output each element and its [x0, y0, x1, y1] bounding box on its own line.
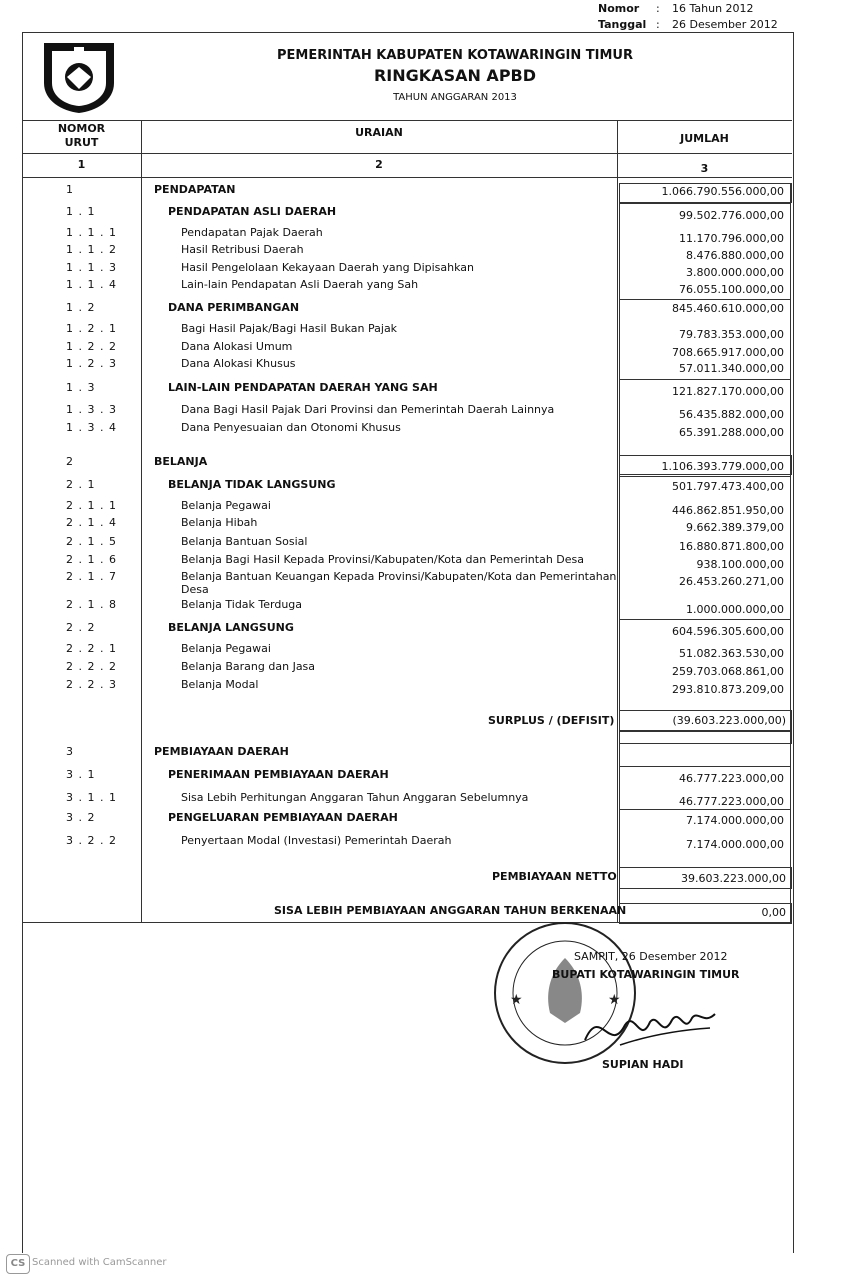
row-number: 2 . 1 . 5 [66, 535, 117, 548]
row-amount: 26.453.260.271,00 [679, 575, 784, 588]
row-amount: 65.391.288.000,00 [679, 426, 784, 439]
row-number: 1 . 3 . 4 [66, 421, 117, 434]
col-jumlah: JUMLAH [680, 132, 729, 145]
line-item-label: Belanja Hibah [181, 516, 258, 529]
subtotal-separator [619, 766, 790, 767]
section-heading: PENGELUARAN PEMBIAYAAN DAERAH [168, 811, 398, 824]
amount-box-pembiayaan [619, 730, 792, 744]
row-amount: 9.662.389.379,00 [686, 521, 784, 534]
row-number: 2 . 2 . 1 [66, 642, 117, 655]
row-amount: 76.055.100.000,00 [679, 283, 784, 296]
meta-block [598, 2, 798, 34]
regency-logo-icon [34, 37, 124, 115]
col-num-2: 2 [375, 158, 383, 171]
row-amount: 938.100.000,00 [696, 558, 784, 571]
row-number: 1 . 1 . 4 [66, 278, 117, 291]
col-nomor-l2: URUT [64, 136, 99, 149]
section-heading: PENDAPATAN ASLI DAERAH [168, 205, 337, 218]
row-number: 3 [66, 745, 74, 758]
row-amount: 7.174.000.000,00 [686, 814, 784, 827]
col-nomor-l1: NOMOR [57, 122, 106, 135]
line-item-label: Dana Alokasi Umum [181, 340, 293, 353]
surplus-value: (39.603.223.000,00) [672, 714, 786, 727]
row-number: 1 . 2 . 1 [66, 322, 117, 335]
nomor-sep: : [656, 2, 660, 15]
subtotal-separator [619, 619, 790, 620]
section-heading: PEMBIAYAAN DAERAH [154, 745, 289, 758]
table-header-line [22, 153, 792, 154]
row-amount: 1.000.000.000,00 [686, 603, 784, 616]
col-divider-2 [617, 120, 618, 922]
row-amount: 3.800.000.000,00 [686, 266, 784, 279]
row-number: 2 [66, 455, 74, 468]
row-number: 1 . 2 . 3 [66, 357, 117, 370]
line-item-label: Sisa Lebih Perhitungan Anggaran Tahun Anggaran Sebelumnya [181, 791, 529, 804]
row-number: 1 . 1 . 2 [66, 243, 117, 256]
amount-box-belanja [619, 455, 792, 475]
nomor-value: 16 Tahun 2012 [672, 2, 754, 15]
col-divider-1 [141, 120, 142, 922]
line-item-label: Belanja Bagi Hasil Kepada Provinsi/Kabupaten/Kota dan Pemerintah Desa [181, 553, 585, 566]
row-amount: 604.596.305.600,00 [672, 625, 784, 638]
silpa-label: SISA LEBIH PEMBIAYAAN ANGGARAN TAHUN BERKENAAN [274, 904, 627, 917]
row-amount: 57.011.340.000,00 [679, 362, 784, 375]
section-heading: BELANJA [154, 455, 208, 468]
row-number: 1 . 2 [66, 301, 96, 314]
row-amount: 7.174.000.000,00 [686, 838, 784, 851]
row-amount: 79.783.353.000,00 [679, 328, 784, 341]
line-item-label: Belanja Bantuan Sosial [181, 535, 308, 548]
line-item-label: Belanja Tidak Terduga [181, 598, 303, 611]
row-amount: 1.066.790.556.000,00 [661, 185, 784, 198]
tanggal-value: 26 Desember 2012 [672, 18, 778, 31]
line-item-label: Belanja Pegawai [181, 642, 271, 655]
row-number: 1 . 1 [66, 205, 96, 218]
row-amount: 16.880.871.800,00 [679, 540, 784, 553]
line-item-label: Penyertaan Modal (Investasi) Pemerintah Daerah [181, 834, 452, 847]
row-amount: 46.777.223.000,00 [679, 795, 784, 808]
signature-position: BUPATI KOTAWARINGIN TIMUR [552, 968, 740, 981]
row-number: 3 . 2 . 2 [66, 834, 117, 847]
line-item-label-cont: Desa [181, 583, 209, 596]
row-amount: 56.435.882.000,00 [679, 408, 784, 421]
row-number: 2 . 2 . 2 [66, 660, 117, 673]
subtotal-separator [619, 379, 790, 380]
line-item-label: Belanja Pegawai [181, 499, 271, 512]
org-name: PEMERINTAH KABUPATEN KOTAWARINGIN TIMUR [277, 48, 633, 63]
row-number: 2 . 1 . 6 [66, 553, 117, 566]
page-title: RINGKASAN APBD [373, 66, 537, 85]
col-num-1: 1 [77, 158, 86, 171]
camscanner-logo: CS [6, 1254, 30, 1274]
row-number: 1 . 2 . 2 [66, 340, 117, 353]
row-number: 2 . 2 . 3 [66, 678, 117, 691]
row-amount: 8.476.880.000,00 [686, 249, 784, 262]
page-subtitle: TAHUN ANGGARAN 2013 [393, 92, 517, 103]
row-number: 2 . 1 . 1 [66, 499, 117, 512]
line-item-label: Bagi Hasil Pajak/Bagi Hasil Bukan Pajak [181, 322, 398, 335]
line-item-label: Belanja Bantuan Keuangan Kepada Provinsi/Kabupaten/Kota dan Pemerintahan [181, 570, 617, 583]
table-top-line [22, 120, 792, 121]
row-amount: 121.827.170.000,00 [672, 385, 784, 398]
col-num-3: 3 [700, 162, 709, 175]
row-amount: 501.797.473.400,00 [672, 480, 784, 493]
signature-name: SUPIAN HADI [602, 1058, 684, 1071]
row-number: 1 . 1 . 1 [66, 226, 117, 239]
silpa-value: 0,00 [761, 906, 786, 919]
row-amount: 11.170.796.000,00 [679, 232, 784, 245]
line-item-label: Belanja Barang dan Jasa [181, 660, 316, 673]
row-amount: 845.460.610.000,00 [672, 302, 784, 315]
row-number: 1 . 3 [66, 381, 96, 394]
row-amount: 1.106.393.779.000,00 [661, 460, 784, 473]
line-item-label: Dana Penyesuaian dan Otonomi Khusus [181, 421, 401, 434]
row-amount: 708.665.917.000,00 [672, 346, 784, 359]
row-amount: 259.703.068.861,00 [672, 665, 784, 678]
row-amount: 46.777.223.000,00 [679, 772, 784, 785]
row-amount: 51.082.363.530,00 [679, 647, 784, 660]
section-heading: BELANJA LANGSUNG [168, 621, 294, 634]
line-item-label: Lain-lain Pendapatan Asli Daerah yang Sah [181, 278, 419, 291]
section-heading: PENDAPATAN [154, 183, 236, 196]
amount-box-pendapatan [619, 183, 792, 203]
row-number: 3 . 1 [66, 768, 96, 781]
row-number: 2 . 2 [66, 621, 96, 634]
row-number: 1 [66, 183, 74, 196]
handwritten-signature-icon [580, 1000, 720, 1060]
row-number: 3 . 1 . 1 [66, 791, 117, 804]
subtotal-separator [619, 299, 790, 300]
scanner-watermark: Scanned with CamScanner [32, 1257, 167, 1268]
amount-inner-left [619, 183, 620, 922]
line-item-label: Dana Alokasi Khusus [181, 357, 296, 370]
row-number: 2 . 1 . 7 [66, 570, 117, 583]
row-amount: 99.502.776.000,00 [679, 209, 784, 222]
line-item-label: Belanja Modal [181, 678, 259, 691]
row-amount: 446.862.851.950,00 [672, 504, 784, 517]
line-item-label: Pendapatan Pajak Daerah [181, 226, 323, 239]
section-heading: PENERIMAAN PEMBIAYAAN DAERAH [168, 768, 389, 781]
subtotal-separator [619, 476, 790, 477]
netto-value: 39.603.223.000,00 [681, 872, 786, 885]
section-heading: DANA PERIMBANGAN [168, 301, 300, 314]
netto-label: PEMBIAYAAN NETTO [492, 870, 617, 883]
svg-text:★: ★ [510, 992, 523, 1008]
row-number: 3 . 2 [66, 811, 96, 824]
row-number: 1 . 3 . 3 [66, 403, 117, 416]
section-heading: BELANJA TIDAK LANGSUNG [168, 478, 336, 491]
row-number: 1 . 1 . 3 [66, 261, 117, 274]
line-item-label: Dana Bagi Hasil Pajak Dari Provinsi dan Pemerintah Daerah Lainnya [181, 403, 555, 416]
surplus-label: SURPLUS / (DEFISIT) [488, 714, 615, 727]
table-num-line [22, 177, 792, 178]
row-number: 2 . 1 [66, 478, 96, 491]
nomor-label: Nomor [598, 2, 640, 15]
tanggal-label: Tanggal [598, 18, 647, 31]
subtotal-separator [619, 203, 790, 204]
subtotal-separator [619, 809, 790, 810]
row-number: 2 . 1 . 8 [66, 598, 117, 611]
line-item-label: Hasil Retribusi Daerah [181, 243, 304, 256]
line-item-label: Hasil Pengelolaan Kekayaan Daerah yang Dipisahkan [181, 261, 474, 274]
row-number: 2 . 1 . 4 [66, 516, 117, 529]
svg-text:★: ★ [608, 992, 621, 1008]
col-uraian: URAIAN [355, 126, 403, 139]
row-amount: 293.810.873.209,00 [672, 683, 784, 696]
tanggal-sep: : [656, 18, 660, 31]
signature-place-date: SAMPIT, 26 Desember 2012 [574, 950, 728, 963]
amount-inner-right [790, 183, 791, 922]
section-heading: LAIN-LAIN PENDAPATAN DAERAH YANG SAH [168, 381, 438, 394]
